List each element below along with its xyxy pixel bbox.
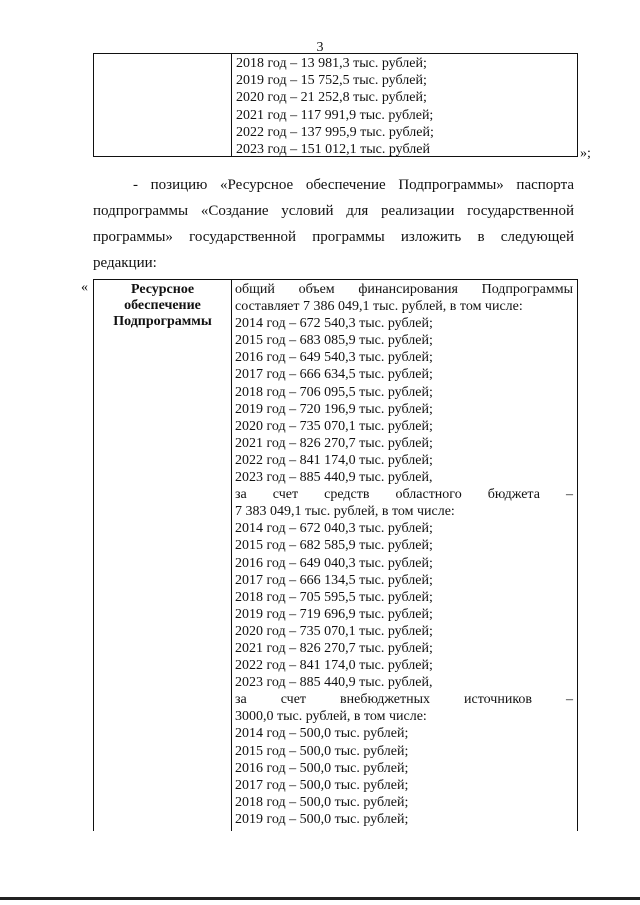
position-title-line: Ресурсное xyxy=(130,282,195,297)
column-divider xyxy=(231,280,232,831)
funding-line: 2022 год – 137 995,9 тыс. рублей; xyxy=(236,124,434,140)
resource-line: 2017 год – 666 134,5 тыс. рублей; xyxy=(235,572,433,588)
resource-line: 2019 год – 500,0 тыс. рублей; xyxy=(235,811,409,827)
resource-line: 2018 год – 705 595,5 тыс. рублей; xyxy=(235,589,433,605)
resource-line: 2015 год – 683 085,9 тыс. рублей; xyxy=(235,333,433,349)
resource-line: 2018 год – 706 095,5 тыс. рублей; xyxy=(235,384,433,400)
paragraph-line: - позицию «Ресурсное обеспечение Подпрограммы» паспорта xyxy=(133,177,574,193)
resource-line: составляет 7 386 049,1 тыс. рублей, в том числе: xyxy=(235,299,523,315)
resource-line: 2016 год – 649 040,3 тыс. рублей; xyxy=(235,555,433,571)
resource-line: 2023 год – 885 440,9 тыс. рублей, xyxy=(235,470,433,486)
resource-line: общий объем финансирования Подпрограммы xyxy=(235,282,573,297)
paragraph-line: программы» государственной программы изложить в следующей xyxy=(93,229,574,245)
resource-line: 2021 год – 826 270,7 тыс. рублей; xyxy=(235,640,433,656)
resource-line: 2015 год – 500,0 тыс. рублей; xyxy=(235,743,409,759)
resource-line: за счет средств областного бюджета – xyxy=(235,487,573,503)
paragraph-line: редакции: xyxy=(93,255,157,271)
resource-line: 2023 год – 885 440,9 тыс. рублей, xyxy=(235,675,433,691)
resource-line: за счет внебюджетных источников – xyxy=(235,692,573,708)
resource-line: 2018 год – 500,0 тыс. рублей; xyxy=(235,794,409,810)
resource-line: 7 383 049,1 тыс. рублей, в том числе: xyxy=(235,504,455,520)
position-title-line: Подпрограммы xyxy=(113,314,212,329)
position-title-line: обеспечение xyxy=(124,298,201,313)
resource-line: 2022 год – 841 174,0 тыс. рублей; xyxy=(235,452,433,468)
page-bottom-edge xyxy=(0,897,640,900)
resource-line: 2022 год – 841 174,0 тыс. рублей; xyxy=(235,658,433,674)
funding-values-cell xyxy=(236,55,434,158)
resource-line: 2016 год – 500,0 тыс. рублей; xyxy=(235,760,409,776)
funding-table-continuation xyxy=(93,53,578,157)
resource-line: 2014 год – 672 540,3 тыс. рублей; xyxy=(235,316,433,332)
resource-line: 2021 год – 826 270,7 тыс. рублей; xyxy=(235,435,433,451)
opening-quote: « xyxy=(81,280,88,295)
resource-line: 2014 год – 500,0 тыс. рублей; xyxy=(235,726,409,742)
resource-line: 2020 год – 735 070,1 тыс. рублей; xyxy=(235,623,433,639)
page-number: 3 xyxy=(316,40,324,55)
paragraph-line: подпрограммы «Создание условий для реализации государственной xyxy=(93,203,574,219)
resource-line: 3000,0 тыс. рублей, в том числе: xyxy=(235,709,427,725)
amendment-paragraph xyxy=(93,172,574,276)
resource-line: 2017 год – 666 634,5 тыс. рублей; xyxy=(235,367,433,383)
resource-line: 2016 год – 649 540,3 тыс. рублей; xyxy=(235,350,433,366)
column-divider xyxy=(231,54,232,156)
resource-line: 2015 год – 682 585,9 тыс. рублей; xyxy=(235,538,433,554)
funding-line: 2023 год – 151 012,1 тыс. рублей xyxy=(236,142,430,158)
resource-line: 2017 год – 500,0 тыс. рублей; xyxy=(235,777,409,793)
funding-line: 2018 год – 13 981,3 тыс. рублей; xyxy=(236,56,427,71)
resource-line: 2019 год – 719 696,9 тыс. рублей; xyxy=(235,606,433,622)
funding-line: 2021 год – 117 991,9 тыс. рублей; xyxy=(236,107,434,123)
funding-line: 2020 год – 21 252,8 тыс. рублей; xyxy=(236,90,427,106)
resource-line: 2019 год – 720 196,9 тыс. рублей; xyxy=(235,401,433,417)
funding-line: 2019 год – 15 752,5 тыс. рублей; xyxy=(236,73,427,89)
resource-line: 2014 год – 672 040,3 тыс. рублей; xyxy=(235,521,433,537)
closing-quote: »; xyxy=(580,146,591,161)
resource-line: 2020 год – 735 070,1 тыс. рублей; xyxy=(235,418,433,434)
position-title-cell xyxy=(94,282,231,330)
resource-table xyxy=(93,279,578,831)
resource-values-cell xyxy=(235,281,573,828)
